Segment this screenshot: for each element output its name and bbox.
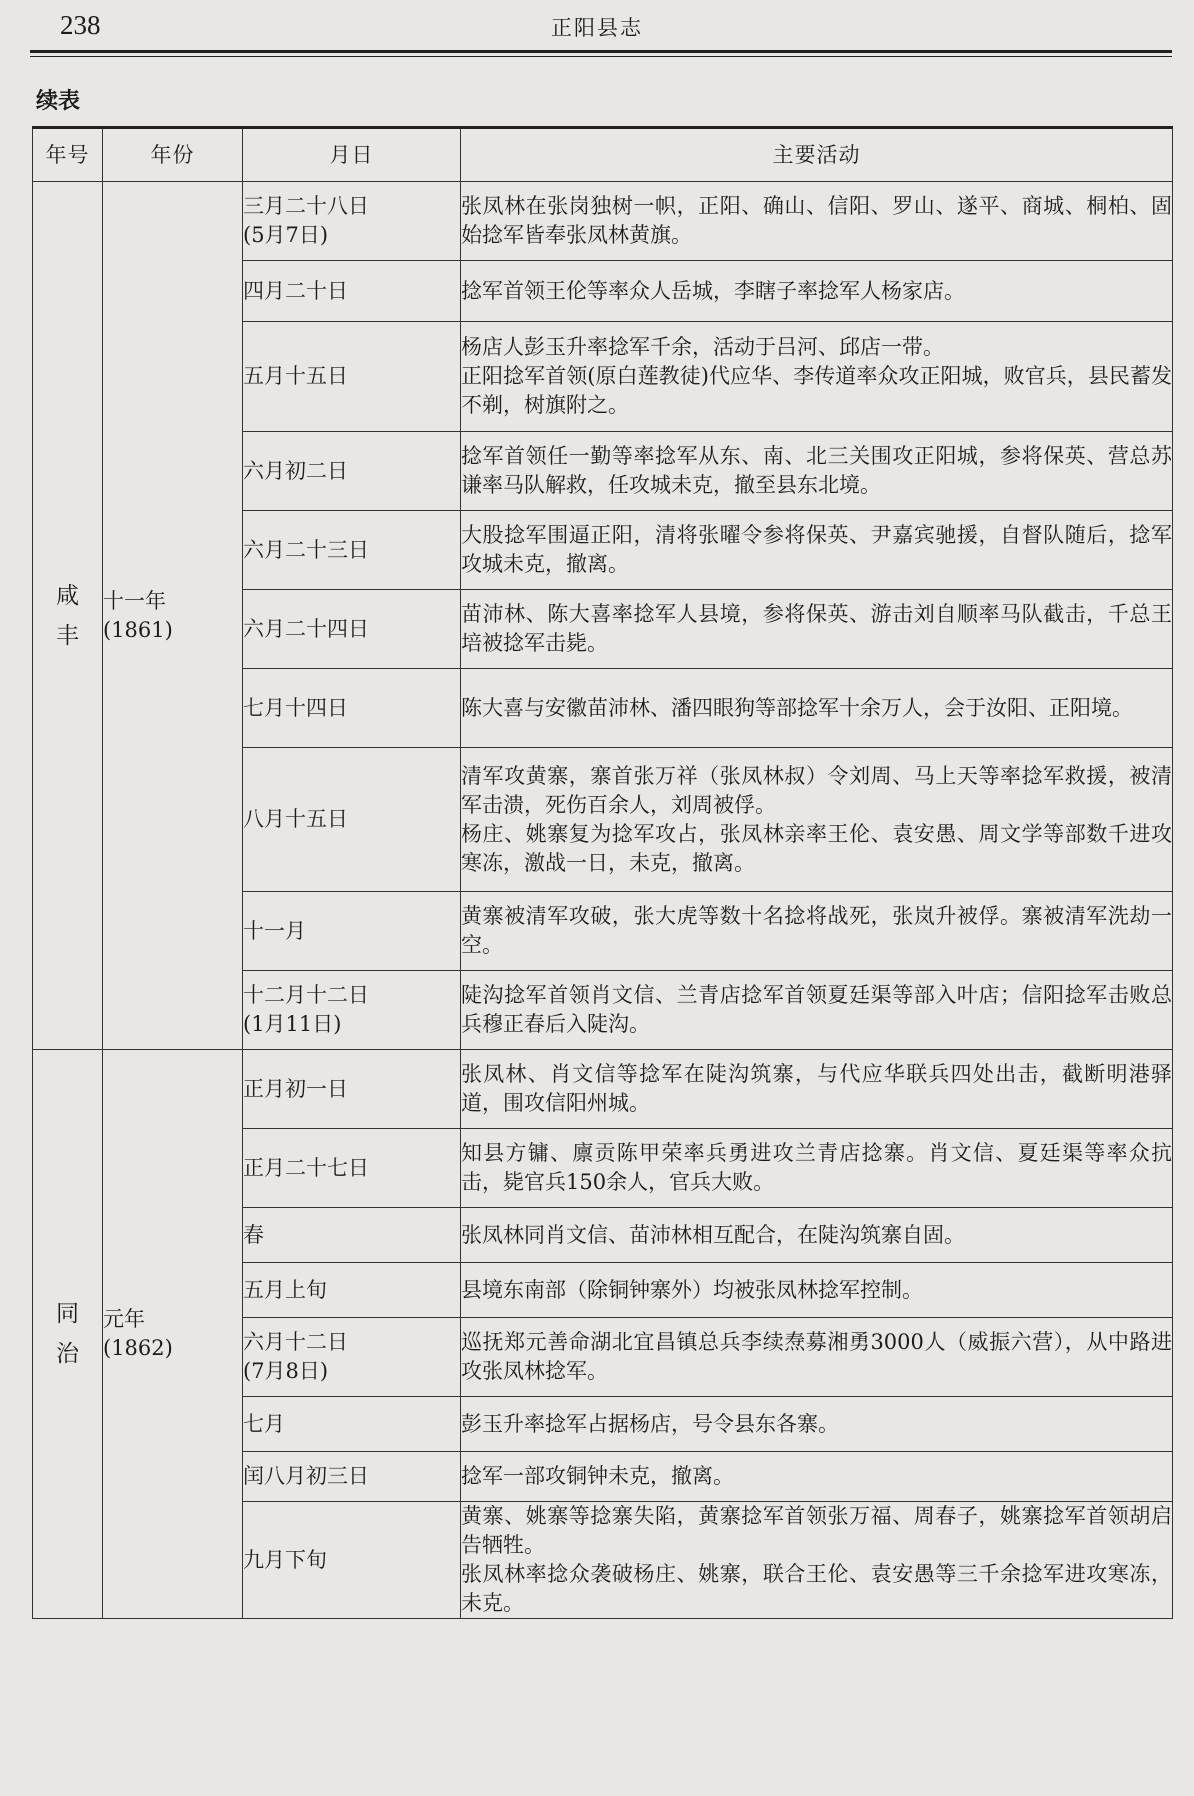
date-line: 六月二十三日 (243, 537, 369, 562)
date-line: 八月十五日 (243, 807, 348, 831)
activity-text: 大股捻军围逼正阳，清将张曜令参将保英、尹嘉宾驰援，自督队随后，捻军攻城未克，撤离。 (461, 523, 1172, 576)
date-line: 十二月十二日 (243, 983, 369, 1007)
date-cell (243, 1397, 461, 1452)
column-header: 年号 (33, 128, 103, 182)
activity-text: 苗沛林、陈大喜率捻军人县境，参将保英、游击刘自顺率马队截击，千总王培被捻军击毙。 (461, 602, 1172, 655)
date-line: 六月初二日 (243, 458, 348, 483)
date-cell (243, 748, 461, 892)
activity-cell (461, 1129, 1173, 1208)
activity-cell (461, 1318, 1173, 1397)
activity-cell (461, 511, 1173, 590)
activity-cell (461, 1208, 1173, 1263)
date-line: 九月下旬 (243, 1547, 327, 1572)
date-line: 七月 (243, 1411, 285, 1436)
activity-text: 张凤林在张岗独树一帜，正阳、确山、信阳、罗山、遂平、商城、桐柏、固始捻军皆奉张凤林黄旗。 (461, 194, 1172, 247)
activity-cell (461, 322, 1173, 432)
era-char: 丰 (56, 622, 79, 649)
activity-text: 黄寨、姚寨等捻寨失陷，黄寨捻军首领张万福、周春子，姚寨捻军首领胡启告牺牲。 (461, 1504, 1172, 1557)
date-line: 春 (243, 1222, 264, 1247)
activity-text: 巡抚郑元善命湖北宜昌镇总兵李续焘募湘勇3000人（威振六营），从中路进攻张凤林捻军。 (461, 1330, 1172, 1383)
column-header: 月日 (243, 128, 461, 182)
activity-text: 陈大喜与安徽苗沛林、潘四眼狗等部捻军十余万人，会于汝阳、正阳境。 (461, 695, 1133, 720)
date-cell (243, 1318, 461, 1397)
activity-text: 彭玉升率捻军占据杨店，号令县东各寨。 (461, 1411, 839, 1436)
activity-text: 杨店人彭玉升率捻军千余，活动于吕河、邱店一带。 (461, 335, 944, 359)
activity-text: 黄寨被清军攻破，张大虎等数十名捻将战死，张岚升被俘。寨被清军洗劫一空。 (461, 904, 1172, 957)
activity-text: 张凤林同肖文信、苗沛林相互配合，在陡沟筑寨自固。 (461, 1222, 965, 1247)
date-line: 正月二十七日 (243, 1155, 369, 1180)
date-cell (243, 1502, 461, 1619)
column-header: 主要活动 (461, 128, 1173, 182)
activity-cell (461, 432, 1173, 511)
year-line: 十一年 (103, 588, 166, 613)
era-cell (33, 1050, 103, 1619)
activity-cell (461, 669, 1173, 748)
activity-text: 张凤林、肖文信等捻军在陡沟筑寨，与代应华联兵四处出击，截断明港驿道，围攻信阳州城。 (461, 1062, 1172, 1115)
activity-text: 捻军首领任一勤等率捻军从东、南、北三关围攻正阳城，参将保英、营总苏谦率马队解救，任攻城未克，撤至县东北境。 (461, 444, 1172, 497)
date-line: 六月十二日 (243, 1330, 348, 1354)
continued-label: 续表 (36, 89, 81, 114)
activity-text: 清军攻黄寨，寨首张万祥（张凤林叔）令刘周、马上天等率捻军救援，被清军击溃，死伤百余人，刘周被俘。 (461, 763, 1172, 817)
date-cell (243, 1050, 461, 1129)
date-cell (243, 590, 461, 669)
activity-cell (461, 1502, 1173, 1619)
activity-text: 捻军一部攻铜钟未克，撤离。 (461, 1464, 734, 1488)
activity-text: 县境东南部（除铜钟寨外）均被张凤林捻军控制。 (461, 1277, 923, 1302)
date-line: 六月二十四日 (243, 616, 369, 641)
book-title: 正阳县志 (551, 16, 643, 40)
chronology-table (32, 126, 1173, 1619)
year-line: (1861) (103, 617, 173, 642)
activity-cell (461, 1050, 1173, 1129)
date-line: 五月十五日 (243, 364, 348, 388)
date-line: 三月二十八日 (243, 194, 369, 218)
activity-text: 陡沟捻军首领肖文信、兰青店捻军首领夏廷渠等部入叶店；信阳捻军击败总兵穆正春后入陡沟。 (461, 983, 1172, 1036)
activity-cell (461, 1452, 1173, 1502)
date-cell (243, 669, 461, 748)
activity-cell (461, 590, 1173, 669)
date-cell (243, 511, 461, 590)
date-line: 五月上旬 (243, 1277, 327, 1302)
date-line: 正月初一日 (243, 1076, 348, 1101)
activity-cell (461, 261, 1173, 322)
date-line: 四月二十日 (243, 278, 348, 303)
date-line: (5月7日) (243, 223, 329, 247)
date-cell (243, 261, 461, 322)
activity-cell (461, 1263, 1173, 1318)
date-line: (7月8日) (243, 1359, 329, 1383)
date-line: 闰八月初三日 (243, 1464, 369, 1488)
table-header-row (33, 128, 1173, 182)
activity-cell (461, 971, 1173, 1050)
date-cell (243, 322, 461, 432)
date-cell (243, 1129, 461, 1208)
era-char: 同 (56, 1301, 79, 1327)
activity-text: 正阳捻军首领(原白莲教徒)代应华、李传道率众攻正阳城，败官兵，县民蓄发不剃，树旗附之。 (461, 364, 1172, 417)
activity-cell (461, 748, 1173, 892)
activity-text: 捻军首领王伦等率众人岳城，李瞎子率捻军人杨家店。 (461, 278, 965, 303)
activity-text: 知县方镛、廪贡陈甲荣率兵勇进攻兰青店捻寨。肖文信、夏廷渠等率众抗击，毙官兵150余人，官兵大败。 (461, 1141, 1172, 1194)
table-row (33, 1050, 1173, 1129)
year-cell (103, 182, 243, 1050)
date-cell (243, 1263, 461, 1318)
era-char: 咸 (56, 582, 79, 609)
header-rule-thin (30, 56, 1172, 57)
activity-cell (461, 182, 1173, 261)
date-cell (243, 432, 461, 511)
date-cell (243, 971, 461, 1050)
date-line: 十一月 (243, 918, 306, 943)
page-header (30, 0, 1164, 52)
era-char: 治 (56, 1341, 79, 1367)
date-line: 七月十四日 (243, 695, 348, 720)
activity-cell (461, 1397, 1173, 1452)
page-number: 238 (60, 10, 101, 40)
activity-text: 杨庄、姚寨复为捻军攻占，张凤林亲率王伦、袁安愚、周文学等部数千进攻寒冻，激战一日，未克，撤离。 (461, 821, 1172, 875)
column-header: 年份 (103, 128, 243, 182)
activity-cell (461, 892, 1173, 971)
date-cell (243, 1208, 461, 1263)
year-line: (1862) (103, 1336, 173, 1360)
date-cell (243, 1452, 461, 1502)
header-rule (30, 50, 1172, 53)
date-cell (243, 182, 461, 261)
activity-text: 张凤林率捻众袭破杨庄、姚寨，联合王伦、袁安愚等三千余捻军进攻寒冻，未克。 (461, 1562, 1172, 1615)
year-line: 元年 (103, 1307, 145, 1331)
date-cell (243, 892, 461, 971)
table-row (33, 182, 1173, 261)
era-cell (33, 182, 103, 1050)
year-cell (103, 1050, 243, 1619)
date-line: (1月11日) (243, 1012, 342, 1036)
